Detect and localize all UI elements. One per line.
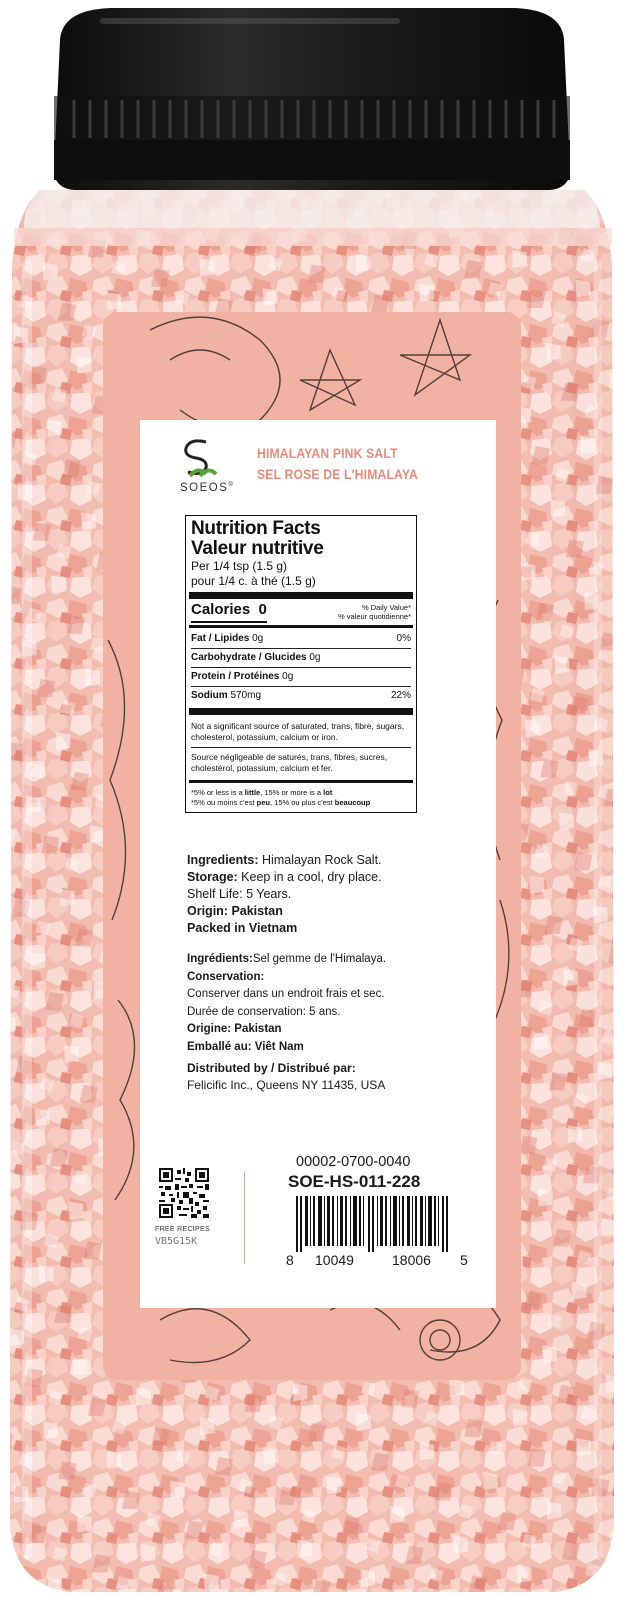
storage-en: Storage: Keep in a cool, dry place. [187,870,382,884]
barcode-digits-right: 18006 [392,1252,431,1268]
packed-en: Packed in Vietnam [187,921,298,935]
product-sku: SOE-HS-011-228 [288,1172,421,1191]
barcode-digits-left: 10049 [315,1252,354,1268]
product-info-en [187,852,487,937]
distributor-address: Felicific Inc., Queens NY 11435, USA [187,1078,386,1092]
product-number: 00002-0700-0040 [296,1154,411,1170]
distributor-info [187,1060,487,1094]
ingredients-en: Ingredients: Himalayan Rock Salt. [187,853,382,867]
product-title-en: HIMALAYAN PINK SALT [257,446,398,461]
nutrient-row-sodium: Sodium 570mg 22% [191,690,411,701]
note-en: Not a significant source of saturated, trans, fibre, sugars, cholesterol, potassium, calcium or iron. [191,721,405,742]
daily-value-fr: % valeur quotidienne* [338,612,411,621]
barcode-digit-lead: 8 [286,1252,294,1268]
label-divider [244,1172,245,1264]
footnote-en: *5% or less is a little, 15% or more is a lot [191,788,333,797]
conservation-label-fr: Conservation: [187,970,265,983]
divider-mid [189,625,413,628]
conservation-value-fr: Conserver dans un endroit frais et sec. [187,988,385,1000]
brand-header [140,428,496,508]
divider-mid-2 [189,780,413,783]
divider-thick-2 [189,708,413,715]
origine-fr: Origine: Pakistan [187,1023,282,1035]
nutrient-row-protein: Protein / Protéines 0g [191,668,411,687]
product-title-fr: SEL ROSE DE L'HIMALAYA [257,467,419,482]
note-fr: Source négligeable de saturés, trans, fibres, sucres, cholestérol, potassium, calcium et fer. [191,747,411,778]
emballe-fr: Emballé au: Viêt Nam [187,1040,304,1053]
nutrient-row-fat: Fat / Lipides 0g 0% [191,630,411,649]
brand-name: SOEOS® [180,482,235,494]
soeos-logo-icon [176,436,224,482]
serving-size-en: Per 1/4 tsp (1.5 g) [191,559,288,573]
footnote-fr: *5% ou moins c'est peu, 15% ou plus c'est beaucoup [191,798,371,807]
divider-thick [189,592,413,599]
recipe-code: VB5G15K [155,1236,198,1247]
nutrient-row-carbohydrate: Carbohydrate / Glucides 0g [191,649,411,668]
product-info-fr [187,951,487,1056]
daily-value-en: % Daily Value* [361,603,411,612]
duree-fr: Durée de conservation: 5 ans. [187,1005,341,1018]
barcode-digit-check: 5 [460,1252,468,1268]
calories-row [191,601,411,623]
barcode-icon [282,1196,472,1252]
shelf-life-en: Shelf Life: 5 Years. [187,887,292,901]
calories-label: Calories [191,601,251,618]
nutrition-heading-fr: Valeur nutritive [191,538,324,559]
distributor-label: Distributed by / Distribué par: [187,1061,356,1075]
free-recipes-label: FREE RECIPES [155,1226,210,1233]
ingredients-fr: Ingrédients:Sel gemme de l'Himalaya. [187,953,387,965]
origin-en: Origin: Pakistan [187,904,283,918]
qr-code-icon[interactable] [159,1168,209,1218]
serving-size-fr: pour 1/4 c. à thé (1.5 g) [191,574,316,588]
calories-value: 0 [258,601,267,618]
nutrition-facts-panel [185,515,417,813]
qr-recipes-block [155,1168,233,1247]
nutrition-heading-en: Nutrition Facts [191,518,321,539]
